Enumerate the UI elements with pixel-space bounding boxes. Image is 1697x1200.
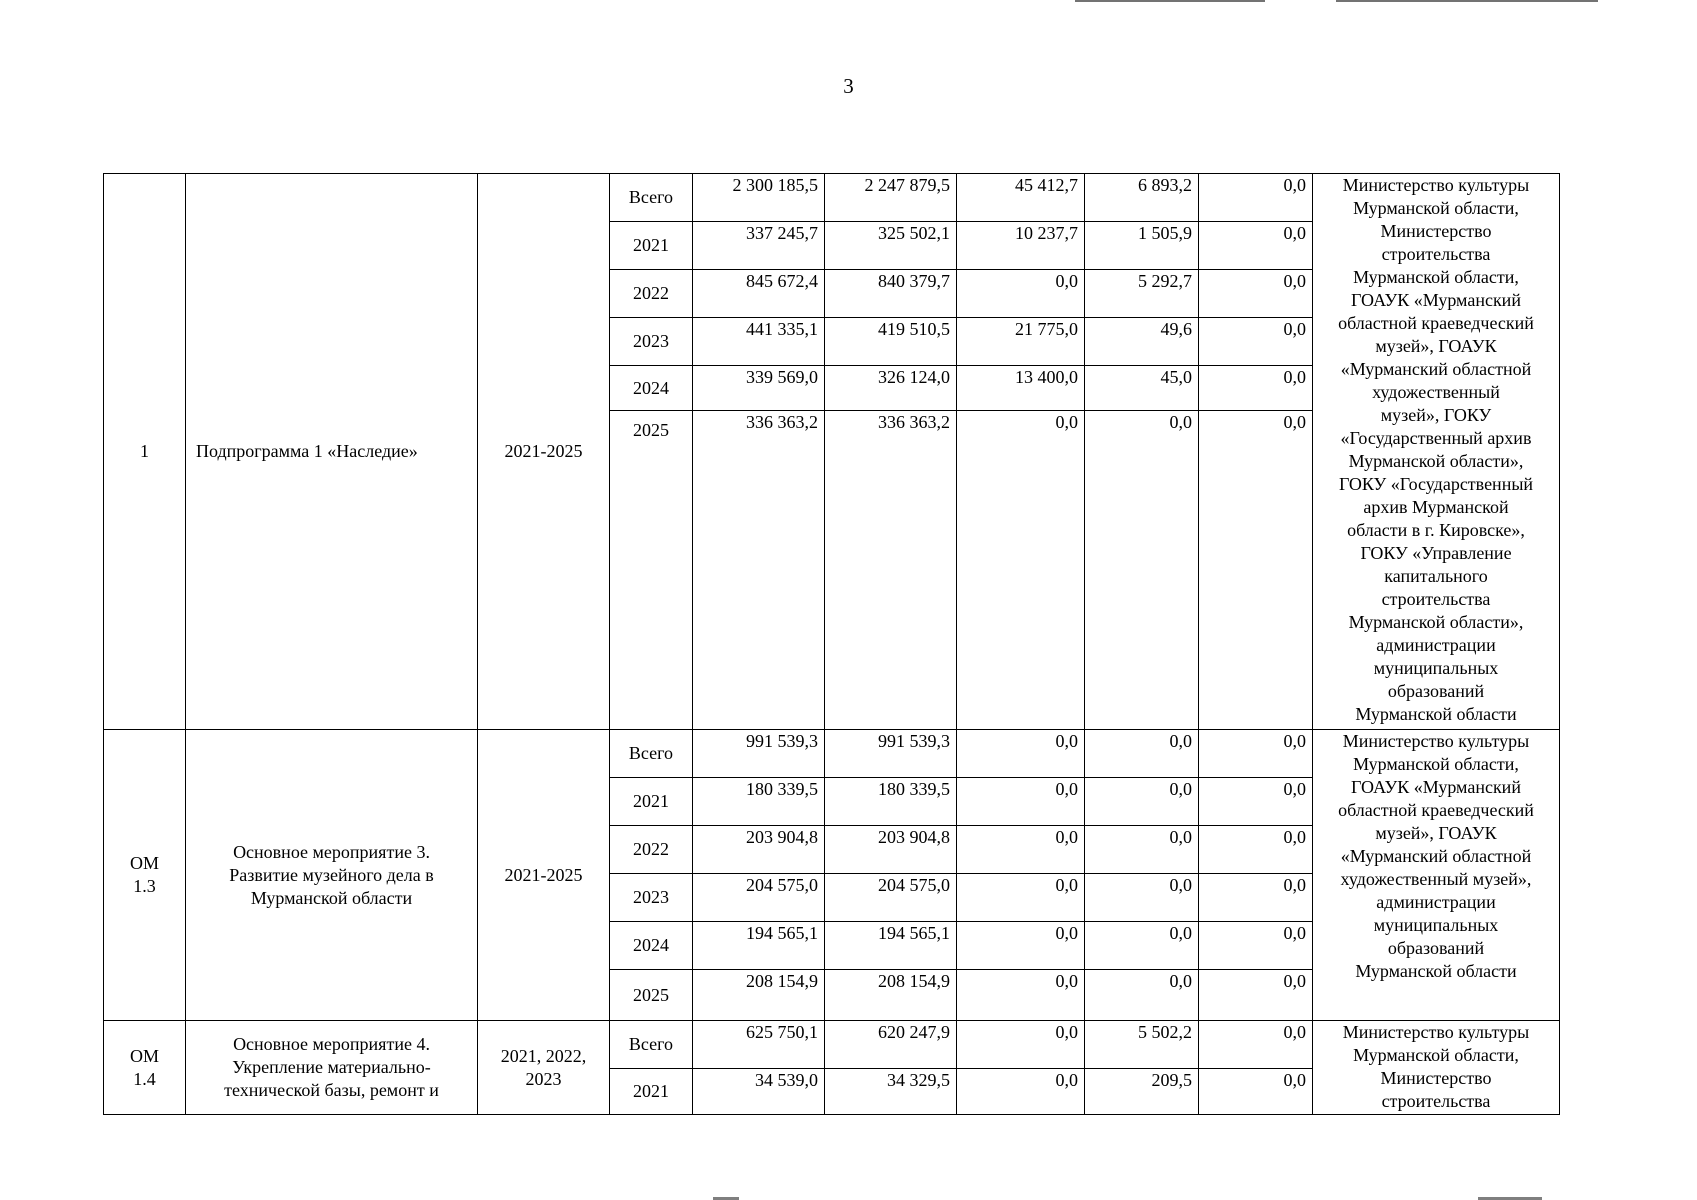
local-budget-cell: 0,0 (1085, 826, 1199, 874)
total-cell: 203 904,8 (693, 826, 825, 874)
other-sources-cell: 0,0 (1199, 1021, 1313, 1069)
executor-line: администрации (1376, 892, 1496, 912)
federal-budget-cell: 0,0 (957, 1069, 1085, 1115)
other-sources-cell: 0,0 (1199, 411, 1313, 730)
local-budget-cell: 6 893,2 (1085, 174, 1199, 222)
program-name: Подпрограмма 1 «Наследие» (186, 174, 478, 730)
regional-budget-cell: 194 565,1 (825, 922, 957, 970)
table-row (104, 1021, 1560, 1069)
executor-line: строительства (1381, 1091, 1491, 1111)
executor-line: «Мурманский областной (1340, 846, 1532, 866)
executor-line: ГОКУ «Государственный (1338, 474, 1534, 494)
total-cell: 180 339,5 (693, 778, 825, 826)
year-cell: 2023 (610, 318, 693, 366)
regional-budget-cell: 204 575,0 (825, 874, 957, 922)
local-budget-cell: 45,0 (1085, 366, 1199, 411)
executor-line: Мурманской области (1355, 961, 1517, 981)
executor-line: Мурманской области, (1353, 198, 1519, 218)
federal-budget-cell: 0,0 (957, 270, 1085, 318)
other-sources-cell: 0,0 (1199, 1069, 1313, 1115)
row-number: ОМ 1.4 (104, 1021, 186, 1115)
executor-line: Министерство культуры (1342, 731, 1530, 751)
federal-budget-cell: 0,0 (957, 826, 1085, 874)
executors-cell (1313, 174, 1560, 730)
federal-budget-cell: 0,0 (957, 874, 1085, 922)
executor-line: Министерство культуры (1342, 1022, 1530, 1042)
federal-budget-cell: 0,0 (957, 970, 1085, 1021)
executor-line: Мурманской области, (1353, 1045, 1519, 1065)
local-budget-cell: 49,6 (1085, 318, 1199, 366)
implementation-period: 2021-2025 (478, 174, 610, 730)
executor-line: музей», ГОАУК (1375, 336, 1497, 356)
executor-line: муниципальных (1373, 915, 1499, 935)
executors-cell (1313, 730, 1560, 1021)
other-sources-cell: 0,0 (1199, 778, 1313, 826)
other-sources-cell: 0,0 (1199, 318, 1313, 366)
regional-budget-cell: 34 329,5 (825, 1069, 957, 1115)
executor-line: «Государственный архив (1340, 428, 1532, 448)
other-sources-cell: 0,0 (1199, 874, 1313, 922)
executor-line: строительства (1381, 589, 1491, 609)
executor-line: ГОКУ «Управление (1360, 543, 1512, 563)
local-budget-cell: 1 505,9 (1085, 222, 1199, 270)
local-budget-cell: 0,0 (1085, 730, 1199, 778)
local-budget-cell: 0,0 (1085, 411, 1199, 730)
federal-budget-cell: 0,0 (957, 730, 1085, 778)
top-edge-rule-left (1075, 0, 1265, 2)
total-cell: 208 154,9 (693, 970, 825, 1021)
executor-line: художественный музей», (1340, 869, 1532, 889)
regional-budget-cell: 419 510,5 (825, 318, 957, 366)
funding-table (103, 173, 1560, 1115)
executor-line: капитального (1384, 566, 1488, 586)
other-sources-cell: 0,0 (1199, 730, 1313, 778)
regional-budget-cell: 325 502,1 (825, 222, 957, 270)
federal-budget-cell: 0,0 (957, 922, 1085, 970)
regional-budget-cell: 203 904,8 (825, 826, 957, 874)
executor-line: областной краеведческий (1338, 800, 1534, 820)
regional-budget-cell: 991 539,3 (825, 730, 957, 778)
federal-budget-cell: 13 400,0 (957, 366, 1085, 411)
total-cell: 337 245,7 (693, 222, 825, 270)
local-budget-cell: 5 292,7 (1085, 270, 1199, 318)
regional-budget-cell: 336 363,2 (825, 411, 957, 730)
total-cell: 204 575,0 (693, 874, 825, 922)
other-sources-cell: 0,0 (1199, 222, 1313, 270)
executor-line: Мурманской области», (1348, 451, 1524, 471)
year-cell: Всего (610, 730, 693, 778)
executor-line: областной краеведческий (1338, 313, 1534, 333)
executor-line: архив Мурманской (1363, 497, 1509, 517)
year-cell: Всего (610, 1021, 693, 1069)
executor-line: Мурманской области», (1348, 612, 1524, 632)
table-row (104, 174, 1560, 222)
executor-line: Мурманской области, (1353, 754, 1519, 774)
page-number: 3 (843, 74, 854, 98)
local-budget-cell: 0,0 (1085, 970, 1199, 1021)
executor-line: области в г. Кировске», (1347, 520, 1525, 540)
year-cell: 2023 (610, 874, 693, 922)
year-cell: 2025 (610, 970, 693, 1021)
activity-name: Основное мероприятие 3. Развитие музейного дела в Мурманской области (186, 730, 478, 1021)
executor-line: муниципальных (1373, 658, 1499, 678)
local-budget-cell: 209,5 (1085, 1069, 1199, 1115)
executor-line: образований (1387, 681, 1485, 701)
regional-budget-cell: 2 247 879,5 (825, 174, 957, 222)
executor-line: Министерство (1380, 221, 1492, 241)
year-cell: 2024 (610, 922, 693, 970)
regional-budget-cell: 326 124,0 (825, 366, 957, 411)
top-edge-rule-right (1336, 0, 1598, 2)
executor-line: Мурманской области (1355, 704, 1517, 724)
year-cell: 2022 (610, 826, 693, 874)
executor-line: ГОАУК «Мурманский (1351, 777, 1521, 797)
total-cell: 991 539,3 (693, 730, 825, 778)
total-cell: 2 300 185,5 (693, 174, 825, 222)
total-cell: 194 565,1 (693, 922, 825, 970)
other-sources-cell: 0,0 (1199, 922, 1313, 970)
executor-line: музей», ГОКУ (1380, 405, 1492, 425)
executor-line: художественный (1372, 382, 1500, 402)
regional-budget-cell: 180 339,5 (825, 778, 957, 826)
regional-budget-cell: 620 247,9 (825, 1021, 957, 1069)
executors-cell (1313, 1021, 1560, 1115)
executor-line: Министерство (1380, 1068, 1492, 1088)
other-sources-cell: 0,0 (1199, 970, 1313, 1021)
executor-line: образований (1387, 938, 1485, 958)
year-cell: 2021 (610, 1069, 693, 1115)
year-cell: Всего (610, 174, 693, 222)
total-cell: 441 335,1 (693, 318, 825, 366)
executor-line: ГОАУК «Мурманский (1351, 290, 1521, 310)
implementation-period: 2021-2025 (478, 730, 610, 1021)
other-sources-cell: 0,0 (1199, 174, 1313, 222)
total-cell: 845 672,4 (693, 270, 825, 318)
year-cell: 2021 (610, 778, 693, 826)
activity-name: Основное мероприятие 4. Укрепление материально- технической базы, ремонт и (186, 1021, 478, 1115)
year-cell: 2022 (610, 270, 693, 318)
table-row (104, 730, 1560, 778)
federal-budget-cell: 45 412,7 (957, 174, 1085, 222)
year-cell: 2021 (610, 222, 693, 270)
federal-budget-cell: 10 237,7 (957, 222, 1085, 270)
regional-budget-cell: 840 379,7 (825, 270, 957, 318)
federal-budget-cell: 0,0 (957, 778, 1085, 826)
year-cell: 2025 (610, 411, 693, 730)
row-number: ОМ 1.3 (104, 730, 186, 1021)
total-cell: 336 363,2 (693, 411, 825, 730)
executor-line: администрации (1376, 635, 1496, 655)
total-cell: 625 750,1 (693, 1021, 825, 1069)
row-number: 1 (104, 174, 186, 730)
federal-budget-cell: 21 775,0 (957, 318, 1085, 366)
executor-line: Мурманской области, (1353, 267, 1519, 287)
regional-budget-cell: 208 154,9 (825, 970, 957, 1021)
total-cell: 339 569,0 (693, 366, 825, 411)
year-cell: 2024 (610, 366, 693, 411)
other-sources-cell: 0,0 (1199, 826, 1313, 874)
executor-line: Министерство культуры (1342, 175, 1530, 195)
total-cell: 34 539,0 (693, 1069, 825, 1115)
executor-line: строительства (1381, 244, 1491, 264)
executor-line: «Мурманский областной (1340, 359, 1532, 379)
federal-budget-cell: 0,0 (957, 411, 1085, 730)
federal-budget-cell: 0,0 (957, 1021, 1085, 1069)
local-budget-cell: 0,0 (1085, 922, 1199, 970)
other-sources-cell: 0,0 (1199, 270, 1313, 318)
local-budget-cell: 0,0 (1085, 874, 1199, 922)
local-budget-cell: 0,0 (1085, 778, 1199, 826)
implementation-period: 2021, 2022, 2023 (478, 1021, 610, 1115)
other-sources-cell: 0,0 (1199, 366, 1313, 411)
executor-line: музей», ГОАУК (1375, 823, 1497, 843)
local-budget-cell: 5 502,2 (1085, 1021, 1199, 1069)
